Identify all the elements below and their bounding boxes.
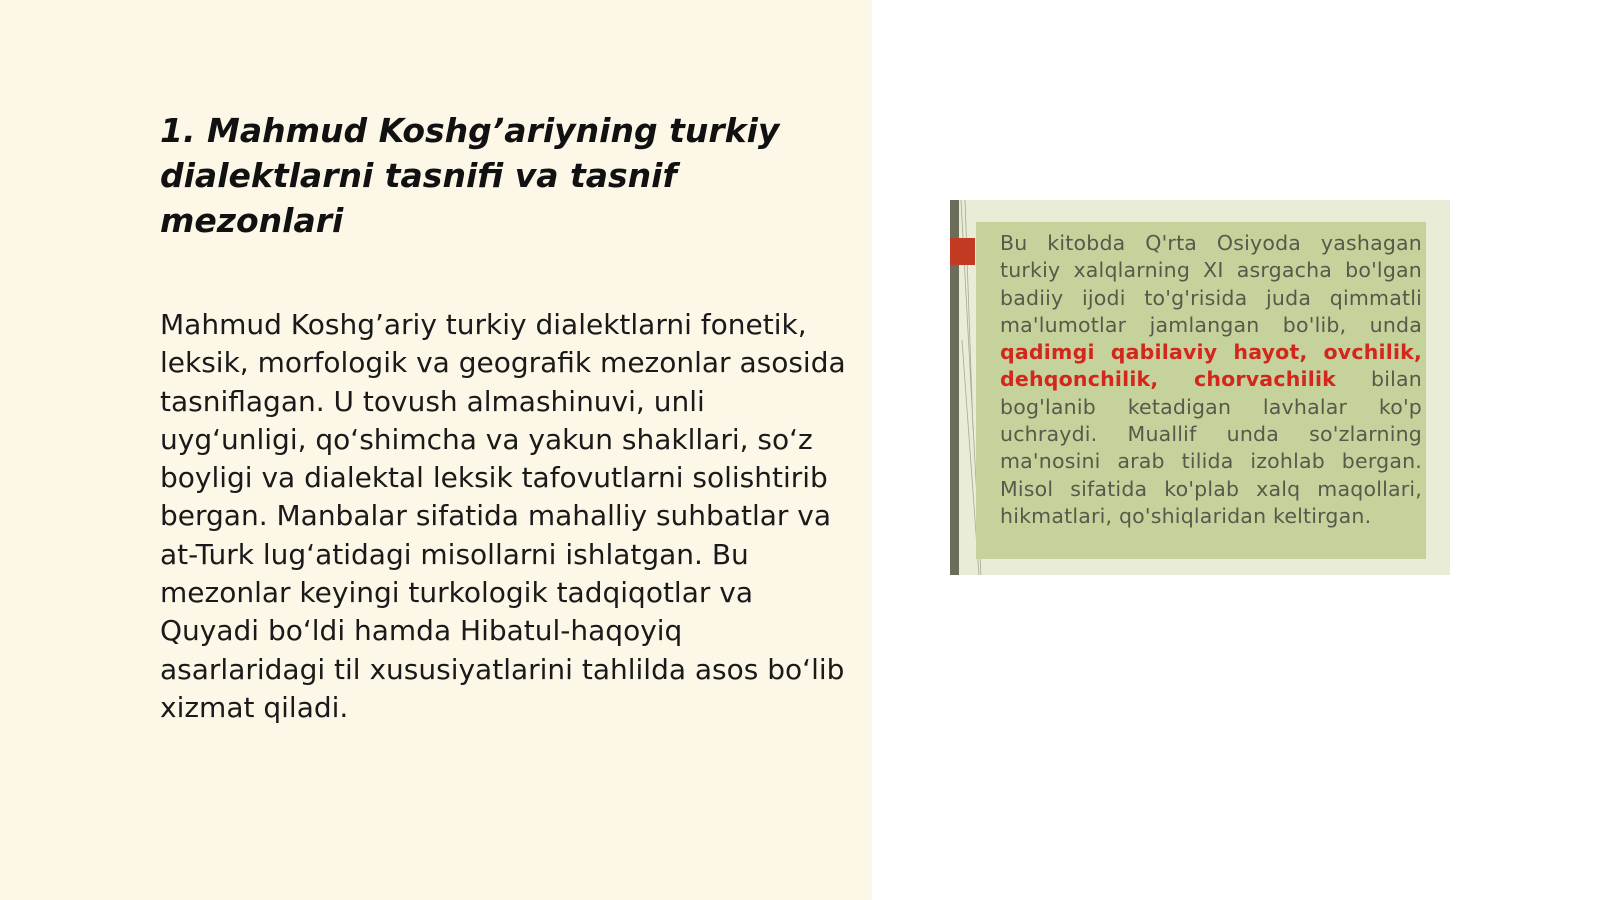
- card-text: [1000, 230, 1422, 530]
- card-text-before: Bu kitobda Q'rta Osiyoda yashagan turkiy xalqlarning XI asrgacha bo'lgan badiiy ijodi to'g'risida juda qimmatli ma'lumotlar jamlangan bo'lib, unda: [1000, 231, 1422, 337]
- card-red-marker: [950, 238, 975, 265]
- image-card: [950, 200, 1450, 575]
- card-text-highlight: qadimgi qabilaviy hayot, ovchilik, dehqonchilik, chorvachilik: [1000, 340, 1422, 392]
- slide-title: 1. Mahmud Koshg’ariyning turkiy dialektlarni tasnifi va tasnif mezonlari: [160, 111, 780, 240]
- card-inner-panel: [976, 222, 1426, 559]
- card-text-after: bilan bog'lanib ketadigan lavhalar ko'p uchraydi. Muallif unda so'zlarning ma'nosini arab tilida izohlab bergan. Misol sifatida ko'plab xalq maqollari, hikmatlari, qo'shiqlaridan keltirgan.: [1000, 367, 1422, 528]
- slide-body-text: Mahmud Koshg’ariy turkiy dialektlarni fonetik, leksik, morfologik va geografik mezonlar asosida tasniflagan. U tovush almashinuvi, unli uyg‘unligi, qo‘shimcha va yakun shakllari, so‘z boyligi va dialektal leksik tafovutlarni solishtirib bergan. Manbalar sifatida mahalliy suhbatlar va at-Turk lug‘atidagi misollarni ishlatgan. Bu mezonlar keyingi turkologik tadqiqotlar va Quyadi bo‘ldi hamda Hibatul-haqoyiq asarlaridagi til xususiyatlarini tahlilda asos bo‘lib xizmat qiladi.: [160, 308, 846, 724]
